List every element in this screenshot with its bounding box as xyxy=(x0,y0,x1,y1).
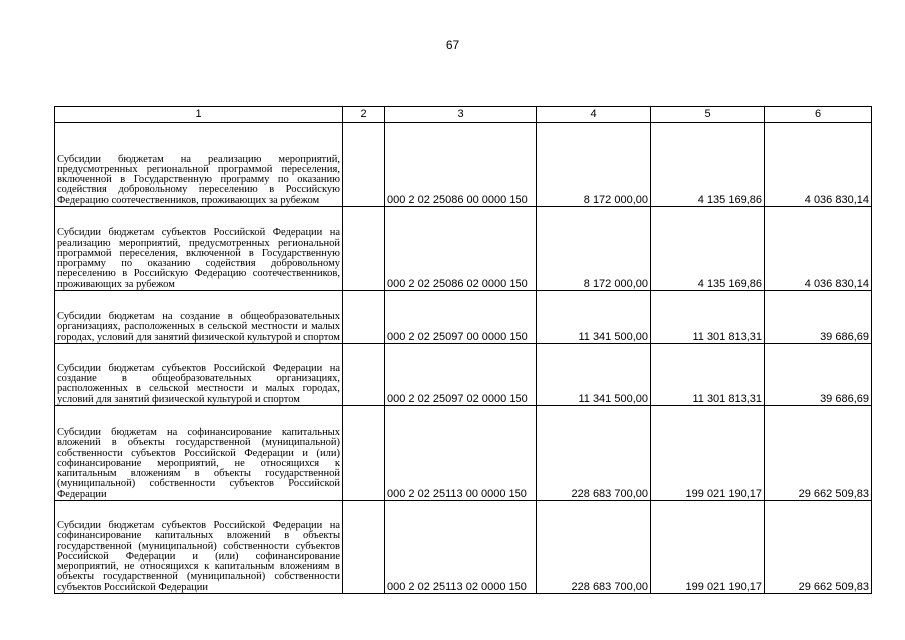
row-name: Субсидии бюджетам на реализацию мероприятий, предусмотренных региональной программой переселения, включенной в Государственную программу по оказанию содействия добровольному переселению в Российскую Федерацию соотечественников, проживающих за рубежом xyxy=(55,123,343,207)
row-executed: 4 135 169,86 xyxy=(651,207,765,291)
header-col-1: 1 xyxy=(55,107,343,123)
row-approved: 8 172 000,00 xyxy=(537,207,651,291)
row-code: 000 2 02 25113 00 0000 150 xyxy=(385,406,537,501)
table-row xyxy=(55,291,872,344)
row-col-2 xyxy=(343,123,385,207)
table-row xyxy=(55,501,872,594)
row-name: Субсидии бюджетам субъектов Российской Федерации на софинансирование капитальных вложений в объекты государственной (муниципальной) собственности субъектов Российской Федерации и (или) софинансирование мероприятий, не относящихся к капитальным вложениям в объекты государственной (муниципальной) собственности субъектов Российской Федерации xyxy=(55,501,343,594)
row-code: 000 2 02 25097 00 0000 150 xyxy=(385,291,537,344)
row-name: Субсидии бюджетам на создание в общеобразовательных организациях, расположенных в сельской местности и малых городах, условий для занятий физической культурой и спортом xyxy=(55,291,343,344)
page-number: 67 xyxy=(445,38,460,52)
budget-table xyxy=(54,106,872,594)
row-approved: 11 341 500,00 xyxy=(537,344,651,406)
row-approved: 228 683 700,00 xyxy=(537,501,651,594)
row-executed: 199 021 190,17 xyxy=(651,501,765,594)
row-code: 000 2 02 25113 02 0000 150 xyxy=(385,501,537,594)
row-remaining: 39 686,69 xyxy=(765,344,872,406)
row-name: Субсидии бюджетам на софинансирование капитальных вложений в объекты государственной (муниципальной) собственности субъектов Российской Федерации и (или) софинансирование мероприятий, не относящихся к капитальным вложениям в объекты государственной (муниципальной) собственности субъектов Российской Федерации xyxy=(55,406,343,501)
header-col-3: 3 xyxy=(385,107,537,123)
table-row xyxy=(55,344,872,406)
header-row xyxy=(55,107,872,123)
row-executed: 199 021 190,17 xyxy=(651,406,765,501)
table-row xyxy=(55,123,872,207)
row-executed: 4 135 169,86 xyxy=(651,123,765,207)
row-code: 000 2 02 25086 00 0000 150 xyxy=(385,123,537,207)
row-code: 000 2 02 25097 02 0000 150 xyxy=(385,344,537,406)
row-approved: 8 172 000,00 xyxy=(537,123,651,207)
row-executed: 11 301 813,31 xyxy=(651,291,765,344)
row-remaining: 4 036 830,14 xyxy=(765,123,872,207)
header-col-6: 6 xyxy=(765,107,872,123)
row-remaining: 29 662 509,83 xyxy=(765,406,872,501)
header-col-4: 4 xyxy=(537,107,651,123)
row-col-2 xyxy=(343,207,385,291)
row-remaining: 29 662 509,83 xyxy=(765,501,872,594)
header-col-5: 5 xyxy=(651,107,765,123)
row-name: Субсидии бюджетам субъектов Российской Федерации на создание в общеобразовательных организациях, расположенных в сельской местности и малых городах, условий для занятий физической культурой и спортом xyxy=(55,344,343,406)
header-col-2: 2 xyxy=(343,107,385,123)
row-col-2 xyxy=(343,291,385,344)
table-row xyxy=(55,406,872,501)
row-approved: 11 341 500,00 xyxy=(537,291,651,344)
row-remaining: 39 686,69 xyxy=(765,291,872,344)
table-row xyxy=(55,207,872,291)
row-col-2 xyxy=(343,501,385,594)
row-executed: 11 301 813,31 xyxy=(651,344,765,406)
row-col-2 xyxy=(343,406,385,501)
row-name: Субсидии бюджетам субъектов Российской Федерации на реализацию мероприятий, предусмотренных региональной программой переселения, включенной в Государственную программу по оказанию содействия добровольному переселению в Российскую Федерацию соотечественников, проживающих за рубежом xyxy=(55,207,343,291)
row-code: 000 2 02 25086 02 0000 150 xyxy=(385,207,537,291)
row-approved: 228 683 700,00 xyxy=(537,406,651,501)
row-col-2 xyxy=(343,344,385,406)
row-remaining: 4 036 830,14 xyxy=(765,207,872,291)
